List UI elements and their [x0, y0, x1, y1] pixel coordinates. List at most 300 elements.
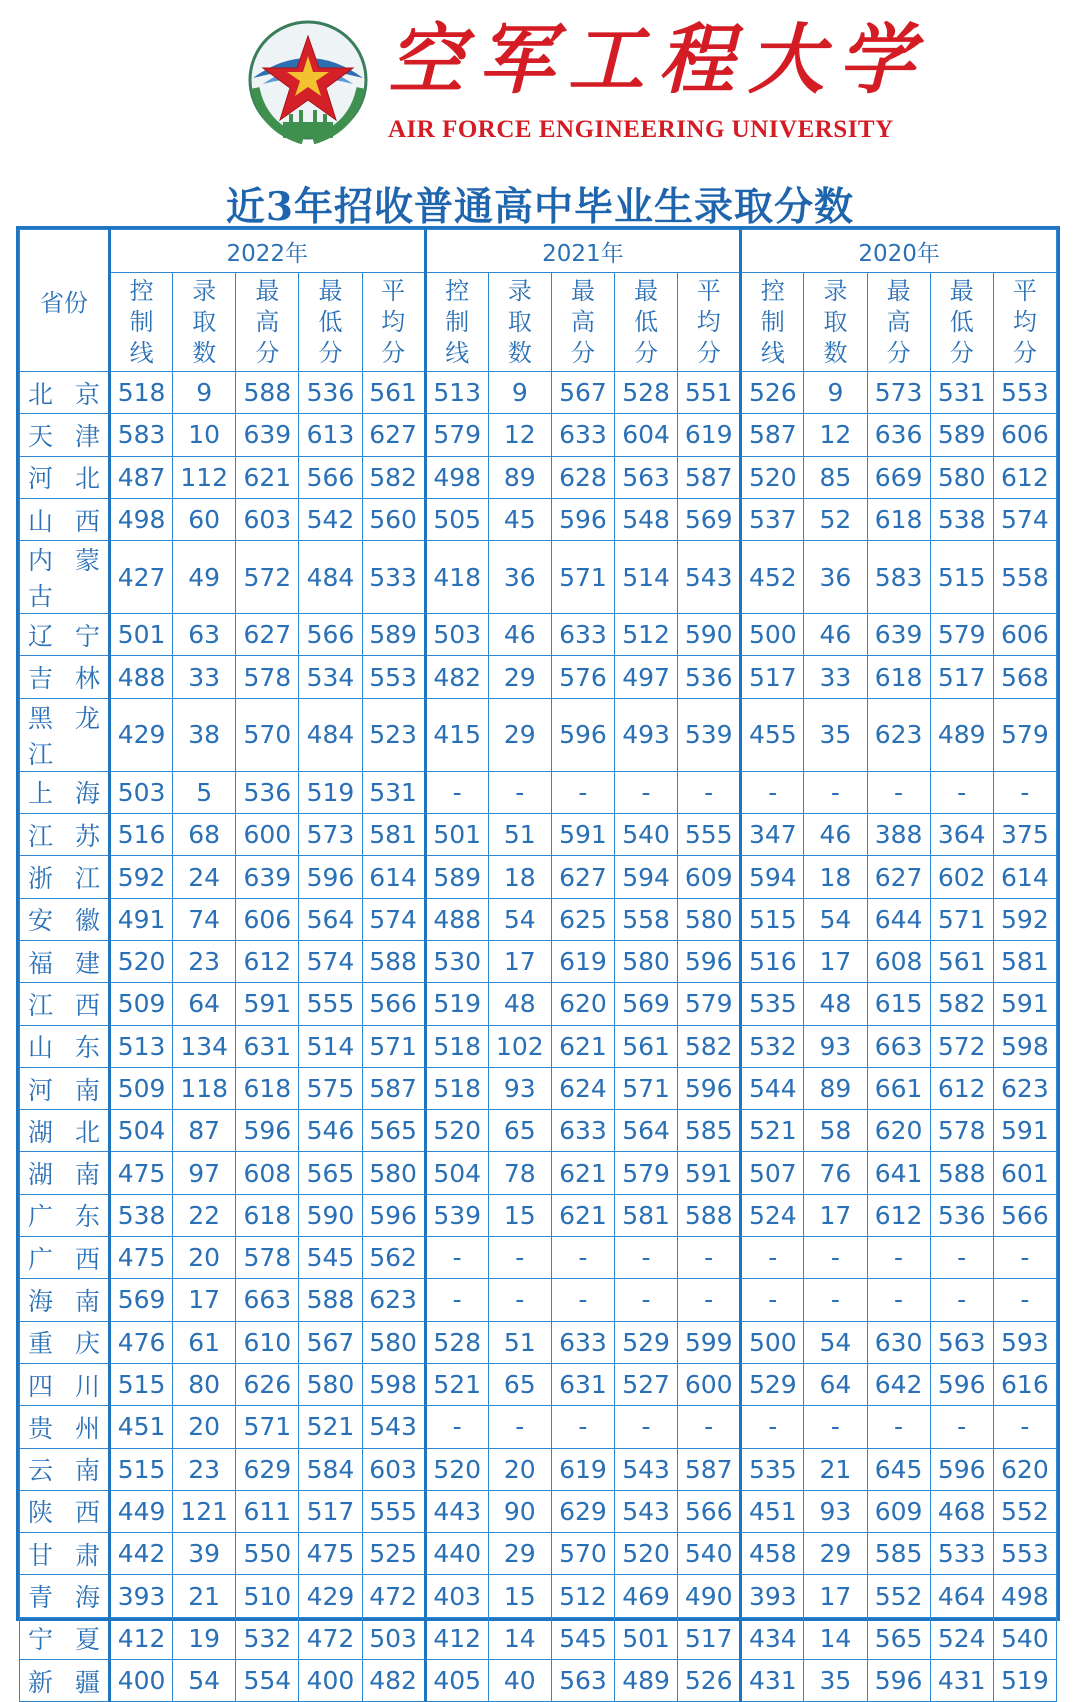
score-cell: 604 — [615, 414, 678, 456]
score-cell: 68 — [173, 814, 236, 856]
score-cell: 615 — [867, 983, 930, 1025]
score-cell: 580 — [362, 1152, 425, 1194]
score-cell: 630 — [867, 1321, 930, 1363]
page-title: 近3年招收普通高中毕业生录取分数 — [225, 184, 855, 230]
score-cell: 571 — [615, 1067, 678, 1109]
score-cell: 20 — [173, 1237, 236, 1279]
score-cell: - — [804, 1406, 867, 1448]
score-cell: 588 — [930, 1152, 993, 1194]
score-cell: 388 — [867, 814, 930, 856]
admission-score-table — [16, 226, 1060, 1697]
score-cell: 512 — [551, 1575, 614, 1617]
column-header: 最 低 分 — [299, 273, 362, 372]
score-cell: 24 — [173, 856, 236, 898]
score-cell: 553 — [362, 656, 425, 698]
score-cell: 596 — [930, 1363, 993, 1405]
score-cell: 434 — [741, 1617, 804, 1659]
score-cell: 583 — [867, 541, 930, 614]
score-cell: 572 — [930, 1025, 993, 1067]
score-cell: 582 — [930, 983, 993, 1025]
score-cell: 491 — [110, 898, 173, 940]
score-cell: 563 — [930, 1321, 993, 1363]
score-cell: 510 — [236, 1575, 299, 1617]
score-cell: 533 — [930, 1533, 993, 1575]
score-cell: 538 — [930, 498, 993, 540]
score-cell: 518 — [110, 372, 173, 414]
score-cell: 621 — [551, 1152, 614, 1194]
score-cell: 63 — [173, 614, 236, 656]
score-cell: 619 — [551, 1448, 614, 1490]
score-cell: 501 — [110, 614, 173, 656]
score-cell: 569 — [110, 1279, 173, 1321]
score-cell: 593 — [993, 1321, 1056, 1363]
score-cell: 535 — [741, 983, 804, 1025]
column-header: 录 取 数 — [173, 273, 236, 372]
score-cell: 612 — [867, 1194, 930, 1236]
score-cell: 627 — [867, 856, 930, 898]
score-cell: 347 — [741, 814, 804, 856]
score-cell: 610 — [236, 1321, 299, 1363]
score-cell: 503 — [362, 1617, 425, 1659]
score-cell: - — [867, 771, 930, 813]
table-row — [20, 1067, 1057, 1109]
score-cell: 574 — [993, 498, 1056, 540]
score-cell: - — [425, 1406, 488, 1448]
score-cell: 475 — [110, 1152, 173, 1194]
score-cell: 512 — [615, 614, 678, 656]
score-cell: - — [425, 1237, 488, 1279]
score-cell: 400 — [299, 1660, 362, 1702]
score-cell: 521 — [741, 1110, 804, 1152]
province-cell: 上海 — [20, 771, 110, 813]
score-cell: 442 — [110, 1533, 173, 1575]
score-cell: - — [678, 771, 741, 813]
score-cell: 513 — [425, 372, 488, 414]
table-row — [20, 614, 1057, 656]
column-header: 控 制 线 — [741, 273, 804, 372]
table-row — [20, 856, 1057, 898]
score-cell: 560 — [362, 498, 425, 540]
score-cell: 9 — [804, 372, 867, 414]
score-cell: - — [993, 1237, 1056, 1279]
score-cell: 519 — [425, 983, 488, 1025]
score-cell: 571 — [236, 1406, 299, 1448]
year-header: 2021年 — [425, 230, 741, 273]
score-cell: 78 — [488, 1152, 551, 1194]
score-cell: 15 — [488, 1194, 551, 1236]
score-cell: 520 — [425, 1110, 488, 1152]
score-cell: 452 — [741, 541, 804, 614]
province-cell: 四川 — [20, 1363, 110, 1405]
score-cell: 46 — [488, 614, 551, 656]
table-row — [20, 898, 1057, 940]
score-cell: 612 — [930, 1067, 993, 1109]
column-header: 最 高 分 — [236, 273, 299, 372]
province-cell: 青海 — [20, 1575, 110, 1617]
score-cell: 644 — [867, 898, 930, 940]
score-cell: - — [804, 771, 867, 813]
score-cell: 589 — [362, 614, 425, 656]
score-cell: 519 — [299, 771, 362, 813]
year-header: 2020年 — [741, 230, 1057, 273]
university-name-cn: 空军工程大学 — [388, 15, 928, 104]
score-cell: - — [678, 1237, 741, 1279]
score-cell: 500 — [741, 1321, 804, 1363]
score-cell: 29 — [804, 1533, 867, 1575]
score-cell: - — [867, 1279, 930, 1321]
score-cell: - — [615, 771, 678, 813]
score-cell: 472 — [362, 1575, 425, 1617]
score-cell: 579 — [678, 983, 741, 1025]
score-cell: 543 — [615, 1448, 678, 1490]
score-cell: 501 — [425, 814, 488, 856]
score-cell: 606 — [993, 414, 1056, 456]
table-row — [20, 498, 1057, 540]
score-cell: 596 — [930, 1448, 993, 1490]
score-cell: 516 — [741, 940, 804, 982]
score-cell: 614 — [993, 856, 1056, 898]
score-cell: 587 — [678, 1448, 741, 1490]
score-cell: 581 — [615, 1194, 678, 1236]
score-cell: 601 — [993, 1152, 1056, 1194]
score-cell: 570 — [236, 698, 299, 771]
score-cell: 531 — [930, 372, 993, 414]
score-cell: 65 — [488, 1110, 551, 1152]
score-cell: 588 — [236, 372, 299, 414]
score-cell: 625 — [551, 898, 614, 940]
score-cell: 515 — [110, 1363, 173, 1405]
score-cell: 507 — [741, 1152, 804, 1194]
score-cell: 591 — [678, 1152, 741, 1194]
score-cell: 431 — [741, 1660, 804, 1702]
score-cell: 429 — [110, 698, 173, 771]
score-cell: 576 — [551, 656, 614, 698]
score-cell: 518 — [425, 1025, 488, 1067]
score-cell: 579 — [615, 1152, 678, 1194]
score-cell: 571 — [551, 541, 614, 614]
score-cell: 558 — [615, 898, 678, 940]
score-cell: 532 — [236, 1617, 299, 1659]
score-cell: 39 — [173, 1533, 236, 1575]
score-cell: 618 — [867, 656, 930, 698]
table-row — [20, 1194, 1057, 1236]
score-cell: - — [930, 1406, 993, 1448]
score-cell: 618 — [236, 1194, 299, 1236]
score-cell: 578 — [236, 1237, 299, 1279]
province-header: 省份 — [20, 230, 110, 372]
score-cell: 562 — [362, 1237, 425, 1279]
table-row — [20, 698, 1057, 771]
score-cell: - — [993, 1279, 1056, 1321]
score-cell: 540 — [993, 1617, 1056, 1659]
score-cell: 501 — [615, 1617, 678, 1659]
score-cell: - — [741, 771, 804, 813]
score-cell: 21 — [804, 1448, 867, 1490]
score-cell: 87 — [173, 1110, 236, 1152]
score-cell: 621 — [551, 1025, 614, 1067]
score-cell: 528 — [615, 372, 678, 414]
score-cell: 626 — [236, 1363, 299, 1405]
score-cell: 596 — [867, 1660, 930, 1702]
column-header: 平 均 分 — [362, 273, 425, 372]
column-header: 平 均 分 — [678, 273, 741, 372]
score-cell: 624 — [551, 1067, 614, 1109]
table-row — [20, 414, 1057, 456]
score-cell: 36 — [488, 541, 551, 614]
score-cell: 633 — [551, 614, 614, 656]
score-cell: 594 — [615, 856, 678, 898]
score-cell: 565 — [362, 1110, 425, 1152]
score-cell: 518 — [425, 1067, 488, 1109]
score-cell: 574 — [362, 898, 425, 940]
score-cell: 17 — [173, 1279, 236, 1321]
province-cell: 宁夏 — [20, 1617, 110, 1659]
air-force-emblem — [243, 18, 373, 148]
score-cell: 620 — [993, 1448, 1056, 1490]
score-cell: 472 — [299, 1617, 362, 1659]
score-cell: 61 — [173, 1321, 236, 1363]
score-cell: 393 — [110, 1575, 173, 1617]
score-cell: 618 — [236, 1067, 299, 1109]
score-cell: 545 — [299, 1237, 362, 1279]
table-row — [20, 656, 1057, 698]
score-cell: 54 — [173, 1660, 236, 1702]
score-cell: 573 — [299, 814, 362, 856]
table-row — [20, 1533, 1057, 1575]
score-cell: 543 — [362, 1406, 425, 1448]
score-cell: - — [488, 1279, 551, 1321]
score-cell: 10 — [173, 414, 236, 456]
province-cell: 山东 — [20, 1025, 110, 1067]
score-cell: - — [425, 1279, 488, 1321]
score-cell: 581 — [993, 940, 1056, 982]
score-cell: 543 — [615, 1490, 678, 1532]
header — [0, 0, 1080, 160]
column-header: 录 取 数 — [804, 273, 867, 372]
table-row — [20, 983, 1057, 1025]
score-cell: 566 — [678, 1490, 741, 1532]
score-cell: 519 — [993, 1660, 1056, 1702]
score-cell: 93 — [488, 1067, 551, 1109]
score-cell: 488 — [110, 656, 173, 698]
score-cell: 584 — [299, 1448, 362, 1490]
score-cell: 498 — [110, 498, 173, 540]
score-cell: 509 — [110, 983, 173, 1025]
score-cell: 17 — [804, 1194, 867, 1236]
score-cell: 505 — [425, 498, 488, 540]
score-cell: 539 — [425, 1194, 488, 1236]
score-cell: - — [488, 771, 551, 813]
score-cell: 455 — [741, 698, 804, 771]
score-cell: 633 — [551, 1110, 614, 1152]
score-cell: 619 — [551, 940, 614, 982]
score-cell: 587 — [678, 456, 741, 498]
score-cell: 85 — [804, 456, 867, 498]
score-cell: 628 — [551, 456, 614, 498]
score-cell: 612 — [236, 940, 299, 982]
score-cell: 497 — [615, 656, 678, 698]
score-cell: 48 — [488, 983, 551, 1025]
score-cell: 588 — [362, 940, 425, 982]
score-cell: - — [741, 1406, 804, 1448]
score-cell: 440 — [425, 1533, 488, 1575]
score-cell: 633 — [551, 414, 614, 456]
score-cell: 540 — [615, 814, 678, 856]
score-cell: 571 — [362, 1025, 425, 1067]
table-row — [20, 541, 1057, 614]
score-cell: 524 — [930, 1617, 993, 1659]
score-cell: 513 — [110, 1025, 173, 1067]
score-cell: 619 — [678, 414, 741, 456]
table-row — [20, 1490, 1057, 1532]
score-cell: 517 — [930, 656, 993, 698]
score-cell: 530 — [425, 940, 488, 982]
score-cell: - — [930, 771, 993, 813]
score-cell: 596 — [551, 498, 614, 540]
score-cell: 468 — [930, 1490, 993, 1532]
score-cell: - — [678, 1406, 741, 1448]
score-cell: 550 — [236, 1533, 299, 1575]
province-cell: 湖北 — [20, 1110, 110, 1152]
score-cell: - — [804, 1279, 867, 1321]
score-cell: 613 — [299, 414, 362, 456]
score-cell: 539 — [678, 698, 741, 771]
score-cell: 412 — [425, 1617, 488, 1659]
score-cell: 38 — [173, 698, 236, 771]
score-cell: 46 — [804, 614, 867, 656]
score-cell: 21 — [173, 1575, 236, 1617]
score-cell: 567 — [299, 1321, 362, 1363]
score-cell: 663 — [867, 1025, 930, 1067]
score-cell: - — [804, 1237, 867, 1279]
score-cell: 118 — [173, 1067, 236, 1109]
score-cell: 14 — [804, 1617, 867, 1659]
score-cell: 564 — [299, 898, 362, 940]
score-cell: 475 — [110, 1237, 173, 1279]
score-cell: 490 — [678, 1575, 741, 1617]
score-cell: 627 — [236, 614, 299, 656]
table-row — [20, 1660, 1057, 1702]
score-cell: 645 — [867, 1448, 930, 1490]
score-cell: 574 — [299, 940, 362, 982]
score-cell: - — [993, 771, 1056, 813]
score-cell: 524 — [741, 1194, 804, 1236]
score-cell: 606 — [236, 898, 299, 940]
score-cell: 629 — [236, 1448, 299, 1490]
score-cell: 33 — [804, 656, 867, 698]
score-cell: 36 — [804, 541, 867, 614]
score-cell: 592 — [993, 898, 1056, 940]
score-cell: 566 — [299, 614, 362, 656]
score-cell: 93 — [804, 1490, 867, 1532]
score-cell: 526 — [741, 372, 804, 414]
score-cell: 661 — [867, 1067, 930, 1109]
score-cell: 616 — [993, 1363, 1056, 1405]
score-cell: 621 — [551, 1194, 614, 1236]
score-cell: 641 — [867, 1152, 930, 1194]
score-cell: 29 — [488, 656, 551, 698]
score-cell: 503 — [425, 614, 488, 656]
score-cell: 639 — [236, 856, 299, 898]
score-cell: 22 — [173, 1194, 236, 1236]
score-cell: 618 — [867, 498, 930, 540]
score-cell: 580 — [615, 940, 678, 982]
score-cell: 134 — [173, 1025, 236, 1067]
column-header: 控 制 线 — [110, 273, 173, 372]
score-cell: 579 — [425, 414, 488, 456]
score-cell: 575 — [299, 1067, 362, 1109]
score-cell: 546 — [299, 1110, 362, 1152]
score-cell: - — [867, 1406, 930, 1448]
score-cell: 627 — [551, 856, 614, 898]
score-cell: 535 — [741, 1448, 804, 1490]
score-cell: 538 — [110, 1194, 173, 1236]
score-cell: 498 — [993, 1575, 1056, 1617]
score-cell: 588 — [678, 1194, 741, 1236]
score-cell: 627 — [362, 414, 425, 456]
score-cell: 60 — [173, 498, 236, 540]
score-cell: 517 — [678, 1617, 741, 1659]
score-cell: 554 — [236, 1660, 299, 1702]
column-header: 控 制 线 — [425, 273, 488, 372]
table-row — [20, 814, 1057, 856]
score-cell: 90 — [488, 1490, 551, 1532]
score-cell: 521 — [425, 1363, 488, 1405]
province-cell: 福建 — [20, 940, 110, 982]
score-cell: 623 — [867, 698, 930, 771]
score-cell: 553 — [993, 1533, 1056, 1575]
score-cell: 48 — [804, 983, 867, 1025]
province-cell: 山西 — [20, 498, 110, 540]
province-cell: 重庆 — [20, 1321, 110, 1363]
score-cell: 663 — [236, 1279, 299, 1321]
score-cell: - — [488, 1237, 551, 1279]
table-row — [20, 456, 1057, 498]
score-cell: 580 — [930, 456, 993, 498]
score-cell: 54 — [804, 898, 867, 940]
score-cell: 482 — [362, 1660, 425, 1702]
province-cell: 河南 — [20, 1067, 110, 1109]
score-cell: 599 — [678, 1321, 741, 1363]
score-cell: 533 — [362, 541, 425, 614]
score-cell: 596 — [678, 1067, 741, 1109]
score-cell: 608 — [236, 1152, 299, 1194]
score-cell: 514 — [299, 1025, 362, 1067]
university-name-en: AIR FORCE ENGINEERING UNIVERSITY — [388, 116, 894, 143]
score-cell: 487 — [110, 456, 173, 498]
score-cell: 520 — [741, 456, 804, 498]
score-cell: - — [993, 1406, 1056, 1448]
score-cell: 536 — [299, 372, 362, 414]
score-cell: 572 — [236, 541, 299, 614]
score-cell: 74 — [173, 898, 236, 940]
table-row — [20, 1152, 1057, 1194]
score-cell: 458 — [741, 1533, 804, 1575]
score-cell: 54 — [488, 898, 551, 940]
score-cell: 520 — [615, 1533, 678, 1575]
score-cell: 565 — [299, 1152, 362, 1194]
score-cell: 620 — [867, 1110, 930, 1152]
score-cell: 504 — [425, 1152, 488, 1194]
score-cell: 579 — [993, 698, 1056, 771]
province-cell: 陕西 — [20, 1490, 110, 1532]
score-cell: 403 — [425, 1575, 488, 1617]
score-cell: 611 — [236, 1490, 299, 1532]
score-cell: 620 — [551, 983, 614, 1025]
score-cell: 527 — [615, 1363, 678, 1405]
column-header: 最 高 分 — [551, 273, 614, 372]
score-cell: 12 — [804, 414, 867, 456]
